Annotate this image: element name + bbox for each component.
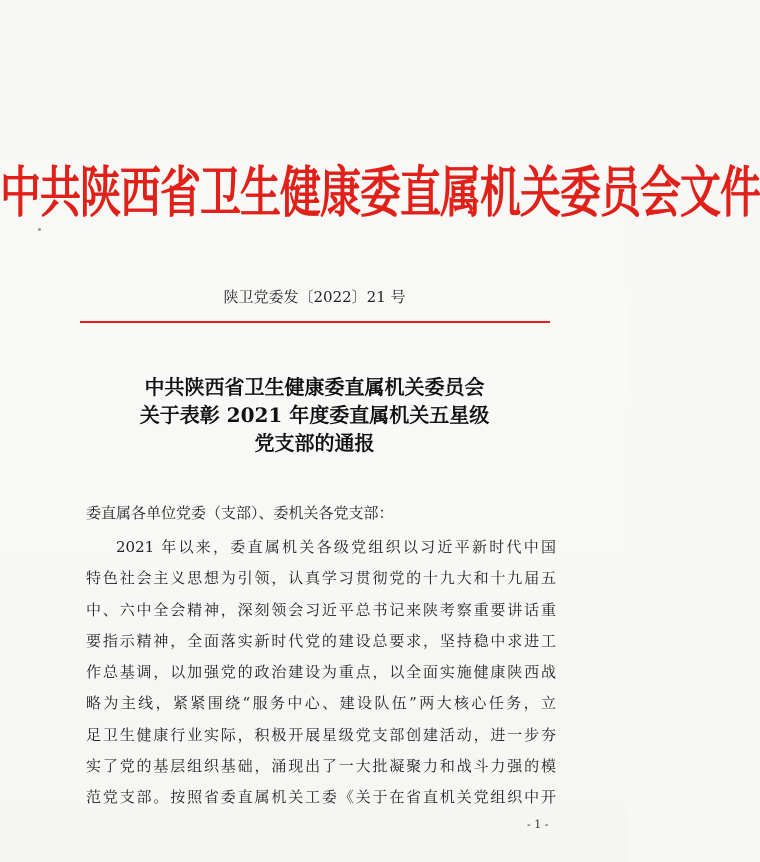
body-line: 特色社会主义思想为引领，认真学习贯彻党的十九大和十九届五 (86, 569, 556, 588)
body-line: 2021 年以来，委直属机关各级党组织以习近平新时代中国 (116, 538, 556, 556)
scan-mark (38, 228, 41, 231)
body-line: 略为主线，紧紧围绕“服务中心、建设队伍”两大核心任务，立 (86, 694, 556, 713)
body-line: 实了党的基层组织基础，涌现出了一大批凝聚力和战斗力强的模 (86, 757, 556, 776)
document-header-title: 中共陕西省卫生健康委直属机关委员会文件 (0, 160, 760, 225)
notice-title-line: 党支部的通报 (254, 431, 375, 455)
body-line: 范党支部。按照省委直属机关工委《关于在省直机关党组织中开 (86, 788, 556, 807)
body-line: 要指示精神，全面落实新时代党的建设总要求，坚持稳中求进工 (86, 631, 556, 650)
page-number: - 1 - (527, 818, 549, 831)
body-line: 作总基调，以加强党的政治建设为重点，以全面实施健康陕西战 (86, 663, 556, 682)
salutation: 委直属各单位党委（支部）、委机关各党支部： (86, 504, 394, 522)
notice-title-line: 关于表彰 2021 年度委直属机关五星级 (139, 403, 490, 427)
body-line: 足卫生健康行业实际，积极开展星级党支部创建活动，进一步夯 (86, 725, 556, 744)
document-number: 陕卫党委发〔2022〕21 号 (223, 288, 406, 306)
red-divider-line (80, 321, 550, 323)
body-text (86, 532, 556, 814)
body-line: 中、六中全会精神，深刻领会习近平总书记来陕考察重要讲话重 (86, 600, 556, 619)
notice-title (0, 373, 629, 457)
notice-title-line: 中共陕西省卫生健康委直属机关委员会 (144, 375, 485, 399)
